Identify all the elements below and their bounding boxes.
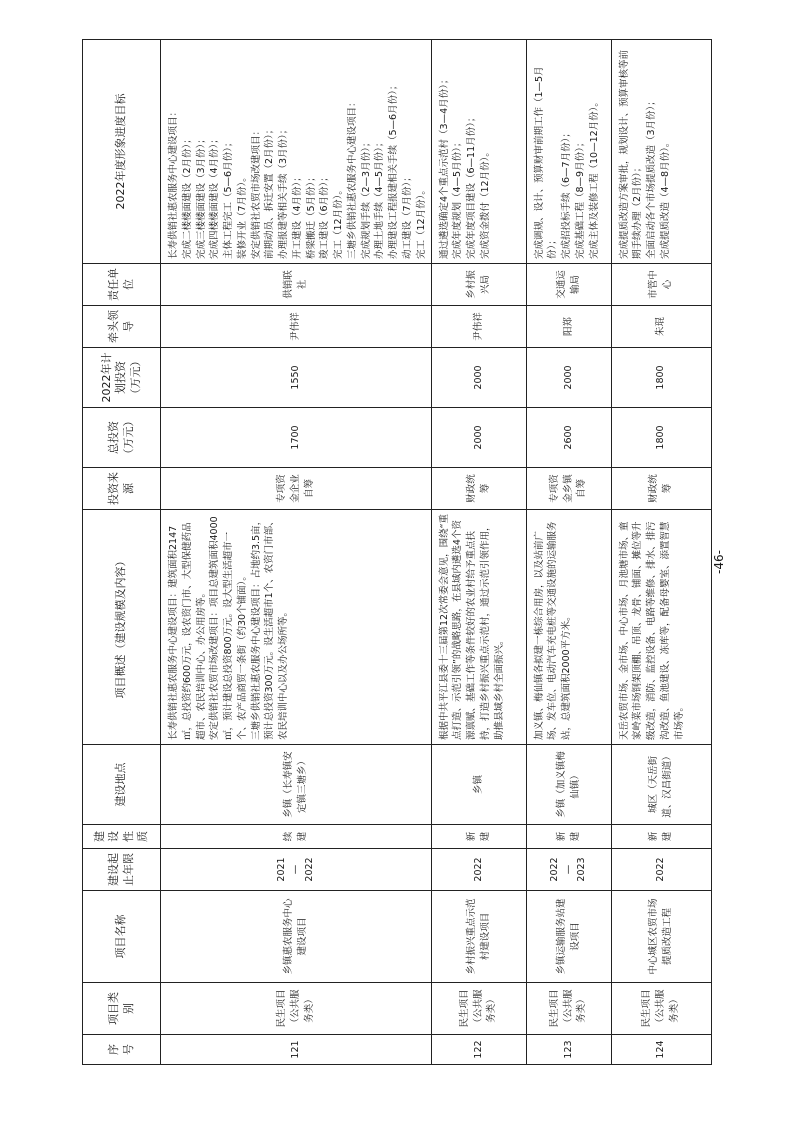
cell-total: 2000 xyxy=(431,408,526,468)
cell-total: 1700 xyxy=(161,408,432,468)
cell-years: 2021—2022 xyxy=(161,849,432,891)
header-location: 建设地点 xyxy=(83,745,161,825)
cell-plan2022: 1800 xyxy=(611,348,711,408)
cell-total: 2600 xyxy=(526,408,611,468)
cell-source: 财政统筹 xyxy=(431,468,526,510)
cell-target xyxy=(526,40,611,264)
cell-unit: 交通运输局 xyxy=(526,264,611,306)
summary-paragraph: 加义镇、梅仙镇各拟建一栋综合用房，以及站前广场、发车位、电动汽车充电桩等交通设施的运输服务站，总建筑面积2000平方米。 xyxy=(533,521,573,740)
cell-plan2022: 2000 xyxy=(431,348,526,408)
project-table xyxy=(82,39,712,1065)
target-line: 完成资金拨付（12月份）。 xyxy=(479,147,491,259)
header-target: 2022年度形象进度目标 xyxy=(83,40,161,264)
header-leader: 牵头领导 xyxy=(83,306,161,348)
header-years: 建设起止年限 xyxy=(83,849,161,891)
target-line: 完成年度规划（4—5月份）； xyxy=(452,137,464,259)
cell-seq: 122 xyxy=(431,1035,526,1065)
header-source: 投资来源 xyxy=(83,468,161,510)
cell-category: 民生项目（公共服务类） xyxy=(431,983,526,1035)
cell-plan2022: 2000 xyxy=(526,348,611,408)
cell-source: 财政统筹 xyxy=(611,468,711,510)
summary-paragraph: 长寿供销社惠农服务中心建设项目：建筑面积2147㎡，总投资约600万元，设农资门市、大型保健药品超市、农民培训中心、办公用房等。 xyxy=(168,522,207,740)
target-line: 完成年度项目建设（6—11月份）； xyxy=(466,112,478,259)
target-line: 长寿供销社惠农服务中心建设项目： xyxy=(168,106,179,259)
cell-years: 2022—2023 xyxy=(526,849,611,891)
cell-summary xyxy=(431,510,526,745)
cell-location: 乡镇 xyxy=(431,745,526,825)
target-line: 竣工建设（6月份）； xyxy=(319,172,331,259)
target-line: 前期动员、拆迁安置（2月份）； xyxy=(264,124,276,259)
cell-target xyxy=(161,40,432,264)
header-summary: 项目概述（建设规模及内容） xyxy=(83,510,161,745)
target-line: 完成三楼楼面建设（3月份）； xyxy=(195,134,207,259)
cell-name: 乡镇运输服务站建设项目 xyxy=(526,891,611,983)
cell-unit: 乡村振兴局 xyxy=(431,264,526,306)
target-line: 完成提质改造方案审批，规划设计、预算审核等前期手续办理（2月份）； xyxy=(618,49,644,259)
target-line: 全面启动各个市场提质改造（3月份）； xyxy=(646,96,658,259)
target-line: 完成调规、设计、预算财审前期工作（1—5月份）； xyxy=(533,66,559,259)
cell-target xyxy=(431,40,526,264)
target-line: 通过遴选确定4个重点示范村（3—4月份）； xyxy=(438,74,450,259)
target-line: 桥梁搬迁（5月份）； xyxy=(305,172,317,259)
target-line: 动工建设（7月份）； xyxy=(402,172,414,259)
target-line: 完成主体及装修工程（10—12月份）。 xyxy=(588,97,600,259)
target-line: 完成招投标手续（6—7月份）； xyxy=(561,128,573,259)
cell-leader: 尹伟祥 xyxy=(431,306,526,348)
header-nature: 建设性质 xyxy=(83,825,161,849)
target-line: 三塘乡供销社惠农服务中心建设项目： xyxy=(346,97,358,259)
target-line: 完成提质改造（4—8月份）。 xyxy=(659,137,671,259)
header-name: 项目名称 xyxy=(83,891,161,983)
cell-nature: 新建 xyxy=(431,825,526,849)
cell-years: 2022 xyxy=(431,849,526,891)
cell-location: 城区（天岳街道、汉昌街道） xyxy=(611,745,711,825)
cell-years: 2022 xyxy=(611,849,711,891)
cell-total: 1800 xyxy=(611,408,711,468)
cell-seq: 123 xyxy=(526,1035,611,1065)
summary-paragraph: 天岳农贸市场、金市场、中心市场、月池塘市场、童家岭菜市场钢架顶棚、吊顶、龙骨、铺面、摊位等升级改造，消防、监控设备、电路等维修、排水、排污沟改造、鱼池建设、冻库等，配备母婴室、添置智慧市场等。 xyxy=(618,521,685,740)
cell-summary xyxy=(161,510,432,745)
rotated-table-container xyxy=(82,40,711,1065)
target-line: 完工（12月份）。 xyxy=(333,185,345,259)
cell-leader: 尹伟祥 xyxy=(161,306,432,348)
target-line: 主体工程完工（5—6月份）； xyxy=(223,137,235,259)
cell-location: 乡镇（加义镇梅仙镇） xyxy=(526,745,611,825)
cell-unit: 供销联社 xyxy=(161,264,432,306)
cell-name: 中心城区农贸市场提质改造工程 xyxy=(611,891,711,983)
cell-source: 专项资金乡镇自筹 xyxy=(526,468,611,510)
target-line: 开工建设（4月份）； xyxy=(291,172,303,259)
cell-summary xyxy=(526,510,611,745)
cell-category: 民生项目（公共服务类） xyxy=(161,983,432,1035)
cell-plan2022: 1550 xyxy=(161,348,432,408)
summary-paragraph: 根据中共平江县委十三届第12次常委会意见，围绕“重点打造、示范引领”的战略思路，在县域内遴选4个资源禀赋、基础工作等条件较好的农业村给予重点扶持，打造乡村振兴重点示范村，通过示范引领作用，助推县域乡村全面振兴。 xyxy=(438,513,505,740)
header-total: 总投资（万元） xyxy=(83,408,161,468)
target-line: 完成四楼楼面建设（4月份）； xyxy=(209,134,221,259)
target-line: 完成基础工程（8—9月份）； xyxy=(574,137,586,259)
cell-nature: 续建 xyxy=(161,825,432,849)
target-line: 装修开业（7月份）。 xyxy=(236,172,248,259)
target-line: 办理报建等相关手续（3月份）； xyxy=(278,124,290,259)
cell-source: 专项资金企业自筹 xyxy=(161,468,432,510)
cell-name: 乡村振兴重点示范村建设项目 xyxy=(431,891,526,983)
table-header-row xyxy=(83,40,161,1065)
summary-paragraph: 三塘乡供销社惠农服务中心建设项目：占地约3.5亩，预计总投资300万元。设生活超市1个、农资门市部、农民培训中心以及办公场所等。 xyxy=(250,515,290,740)
cell-category: 民生项目（公共服务类） xyxy=(526,983,611,1035)
target-line: 完成规划手续（2—3月份）； xyxy=(360,137,372,259)
cell-seq: 124 xyxy=(611,1035,711,1065)
target-line: 完成二楼楼面建设（2月份）； xyxy=(181,134,193,259)
header-plan2022: 2022年计划投资（万元） xyxy=(83,348,161,408)
cell-target xyxy=(611,40,711,264)
cell-leader: 阳郑 xyxy=(526,306,611,348)
summary-paragraph: 安定供销社农贸市场改建项目：项目总建筑面积4000㎡，预计建设总投资800万元。设大型生活超市一个、农产品商贸一条街（约30个铺面）。 xyxy=(209,516,248,740)
table-row xyxy=(161,40,432,1065)
cell-name: 乡镇惠农服务中心建设项目 xyxy=(161,891,432,983)
header-seq: 序号 xyxy=(83,1035,161,1065)
cell-seq: 121 xyxy=(161,1035,432,1065)
cell-unit: 市管中心 xyxy=(611,264,711,306)
table-row xyxy=(611,40,711,1065)
cell-location: 乡镇（长寿镇安定镇三塘乡） xyxy=(161,745,432,825)
table-row xyxy=(431,40,526,1065)
cell-nature: 新建 xyxy=(611,825,711,849)
cell-summary xyxy=(611,510,711,745)
page-number: -46- xyxy=(711,550,726,574)
target-line: 安定供销社农贸市场改建项目： xyxy=(250,125,262,259)
target-line: 办理土地手续（4—5月份）； xyxy=(374,137,386,259)
header-unit: 责任单位 xyxy=(83,264,161,306)
cell-leader: 朱琨 xyxy=(611,306,711,348)
cell-nature: 新建 xyxy=(526,825,611,849)
target-line: 完工（12月份）。 xyxy=(415,185,427,259)
table-row xyxy=(526,40,611,1065)
header-category: 项目类别 xyxy=(83,983,161,1035)
target-line: 办理建设工程报建相关手续（5—6月份）； xyxy=(388,80,400,259)
cell-category: 民生项目（公共服务类） xyxy=(611,983,711,1035)
